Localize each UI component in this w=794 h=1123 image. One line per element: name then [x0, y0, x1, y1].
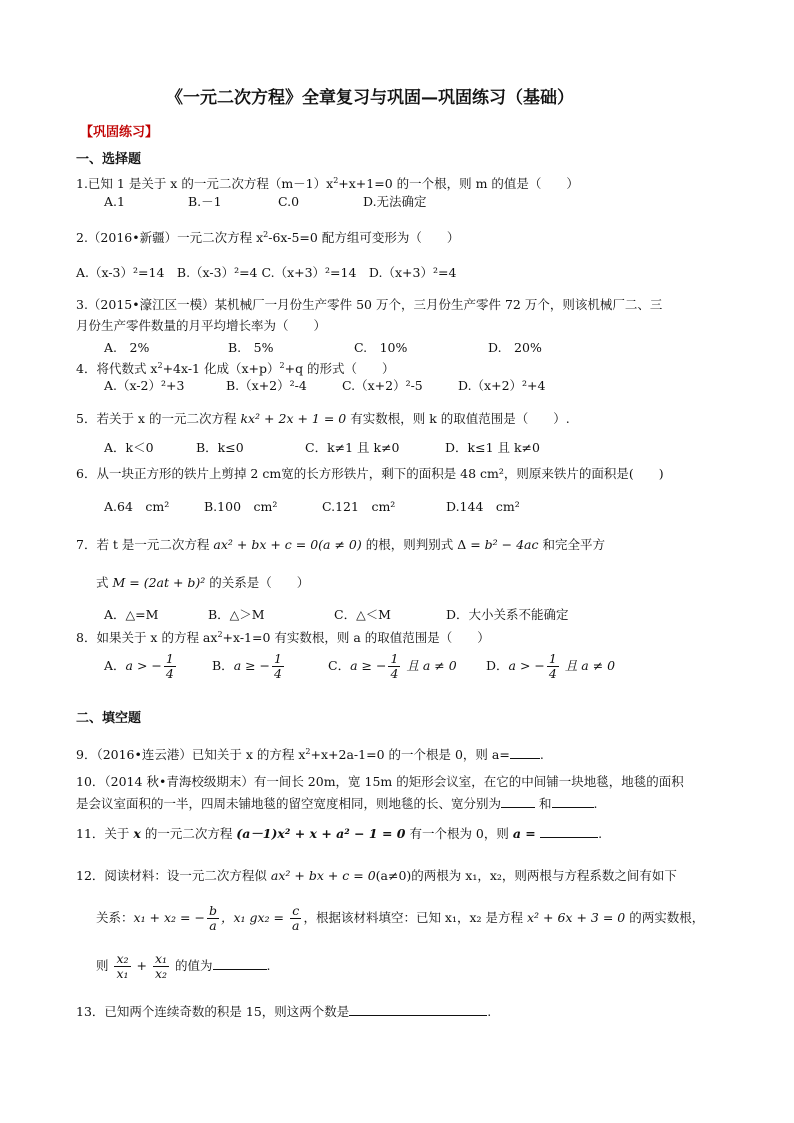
question-3-line-2: 月份生产零件数量的月平均增长率为（ ） — [76, 318, 327, 333]
answer-blank[interactable] — [540, 825, 598, 838]
answer-blank[interactable] — [349, 1003, 487, 1016]
question-6-option-c: C.121 cm² — [322, 499, 396, 514]
page-title: 《一元二次方程》全章复习与巩固—巩固练习（基础） — [166, 88, 574, 108]
section-heading-fill: 二、填空题 — [76, 711, 142, 726]
question-12-line-2: 关系：x₁ + x₂ = − $\frac{b}{a}$ ，x₁ gx₂ = $\frac{c}{a}$ ，根据该材料填空：已知 x₁，x₂ 是方程 x² + 6x + 3 = 0 的两实数根， — [96, 903, 705, 933]
question-6-option-a: A.64 cm² — [104, 499, 170, 514]
question-5-option-c: C．k≠1 且 k≠0 — [305, 440, 400, 455]
question-3-option-a: A. 2% — [104, 340, 150, 355]
section-label-practice: 【巩固练习】 — [80, 125, 159, 140]
question-1-option-b: B.－1 — [188, 194, 222, 209]
question-7-option-a: A．△=M — [104, 607, 159, 622]
question-12-line-1: 12．阅读材料：设一元二次方程似 ax² + bx + c = 0(a≠0)的两根为 x₁，x₂，则两根与方程系数之间有如下 — [76, 868, 677, 883]
question-8-option-c: C．a ≥ − $\frac{1}{4}$ 且 a ≠ 0 — [328, 651, 457, 681]
question-4-option-a: A.（x-2）²+3 — [104, 378, 185, 393]
question-3-option-c: C. 10% — [354, 340, 408, 355]
question-1-option-d: D.无法确定 — [363, 194, 427, 209]
question-7-option-d: D．大小关系不能确定 — [446, 607, 569, 622]
question-3-option-d: D. 20% — [488, 340, 542, 355]
answer-blank[interactable] — [501, 795, 535, 808]
question-8-option-b: B．a ≥ − $\frac{1}{4}$ — [212, 651, 282, 681]
question-12-line-3: 则 $\frac{\text{x₂}}{\text{x₁}}$ + $\frac{\text{x₁}}{\text{x₂}}$ 的值为 . — [96, 951, 271, 981]
question-4: 4．将代数式 $x^2+4x-1$ 化成$(x+p)^2+q$ 的形式（ ） — [76, 361, 395, 377]
question-6-option-b: B.100 cm² — [204, 499, 278, 514]
question-5: 5．若关于 x 的一元二次方程 kx² + 2x + 1 = 0 有实数根，则 k 的取值范围是（ ）. — [76, 411, 570, 426]
question-4-option-b: B.（x+2）²-4 — [226, 378, 307, 393]
question-9: 9．（2016•连云港）已知关于 x 的方程 $x^2+x+2a-1=0$ 的一个根是 0，则 a= . — [76, 747, 544, 763]
question-7-line-1: 7．若 t 是一元二次方程 ax² + bx + c = 0(a ≠ 0) 的根，则判别式 Δ = b² − 4ac 和完全平方 — [76, 537, 605, 552]
question-5-option-d: D．k≤1 且 k≠0 — [445, 440, 540, 455]
question-2-options: A.（x-3）²=14 B.（x-3）²=4 C.（x+3）²=14 D.（x+3）²=4 — [76, 265, 457, 280]
question-6: 6．从一块正方形的铁片上剪掉 2 cm宽的长方形铁片，剩下的面积是 48 cm²，则原来铁片的面积是( ) — [76, 466, 664, 481]
question-13: 13．已知两个连续奇数的积是 15，则这两个数是 . — [76, 1004, 492, 1019]
question-8-option-a: A．a > − $\frac{1}{4}$ — [104, 651, 174, 681]
question-3-option-b: B. 5% — [228, 340, 274, 355]
question-4-option-c: C.（x+2）²-5 — [342, 378, 423, 393]
answer-blank[interactable] — [552, 795, 594, 808]
question-10-line-2: 是会议室面积的一半，四周未铺地毯的留空宽度相同，则地毯的长、宽分别为 和 . — [76, 796, 598, 811]
question-1-option-a: A.1 — [104, 194, 125, 209]
answer-blank[interactable] — [213, 957, 267, 970]
answer-blank[interactable] — [510, 746, 540, 759]
question-4-option-d: D.（x+2）²+4 — [458, 378, 546, 393]
question-10-line-1: 10．（2014 秋•青海校级期末）有一间长 20m，宽 15m 的矩形会议室，在它的中间铺一块地毯，地毯的面积 — [76, 774, 684, 789]
question-11: 11．关于 x 的一元二次方程 (a－1)x² + x + a² − 1 = 0 有一个根为 0，则 a = . — [76, 826, 603, 841]
question-8: 8．如果关于 x 的方程 $ax^2+x-1=0$ 有实数根，则 a 的取值范围是（ ） — [76, 630, 490, 646]
question-3-line-1: 3.（2015•濠江区一模）某机械厂一月份生产零件 50 万个，三月份生产零件 72 万个，则该机械厂二、三 — [76, 297, 663, 312]
question-7-option-c: C．△＜M — [334, 607, 391, 622]
question-1-option-c: C.0 — [278, 194, 300, 209]
section-heading-choice: 一、选择题 — [76, 152, 142, 167]
question-6-option-d: D.144 cm² — [446, 499, 520, 514]
question-2: 2.（2016•新疆）一元二次方程 $x^2-6x-5=0$ 配方组可变形为（ ） — [76, 230, 460, 246]
question-7-line-2: 式 M = (2at + b)² 的关系是（ ） — [96, 575, 310, 590]
question-5-option-b: B．k≤0 — [196, 440, 244, 455]
question-8-option-d: D．a > − $\frac{1}{4}$ 且 a ≠ 0 — [486, 651, 616, 681]
question-1: 1.已知 1 是关于 x 的一元二次方程$(m-1)x^2+x+1=0$ 的一个根，则 m 的值是（ ） — [76, 176, 579, 192]
question-7-option-b: B．△＞M — [208, 607, 265, 622]
question-5-option-a: A．k＜0 — [104, 440, 154, 455]
